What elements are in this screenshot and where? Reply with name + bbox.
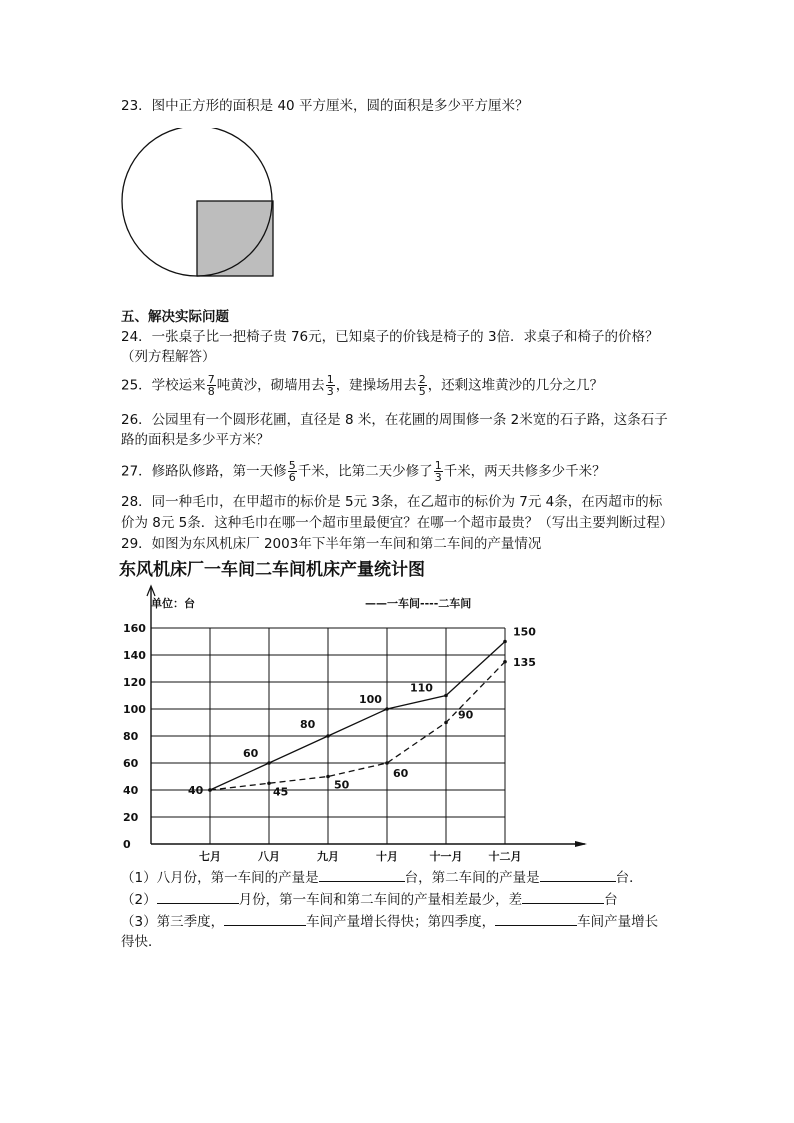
y-tick-label: 80 bbox=[123, 730, 139, 743]
y-tick-label: 60 bbox=[123, 757, 139, 770]
data-label: 150 bbox=[513, 625, 536, 639]
q29-sub3-text-c: 车间产量增长 bbox=[577, 914, 659, 930]
x-tick-label: 七月 bbox=[199, 850, 221, 863]
y-tick-label: 100 bbox=[123, 703, 146, 716]
question-24-line1: 24．一张桌子比一把椅子贵 76元，已知桌子的价钱是椅子的 3倍．求桌子和椅子的价格？ bbox=[121, 329, 659, 345]
data-label: 60 bbox=[243, 747, 259, 760]
question-24-line2: （列方程解答） bbox=[121, 349, 216, 365]
x-tick-label: 九月 bbox=[317, 850, 339, 863]
answer-blank-5[interactable] bbox=[224, 911, 306, 926]
q29-sub3 bbox=[121, 911, 658, 932]
data-point bbox=[326, 734, 330, 738]
data-point bbox=[267, 761, 271, 765]
answer-blank-6[interactable] bbox=[495, 911, 577, 926]
y-tick-label: 140 bbox=[123, 649, 146, 662]
question-28-line2: 价为 8元 5条．这种毛巾在哪一个超市里最便宜？在哪一个超市最贵？（写出主要判断过程） bbox=[121, 515, 674, 531]
chart-unit-label: 单位：台 bbox=[151, 597, 195, 610]
data-point bbox=[385, 761, 389, 765]
fraction-1-3-b: $\frac{1}{3}$ bbox=[434, 459, 442, 484]
y-tick-label: 40 bbox=[123, 784, 139, 797]
production-line-chart bbox=[115, 555, 615, 865]
q25-text-3: ，建操场用去 bbox=[335, 377, 417, 394]
data-label: 90 bbox=[458, 708, 474, 722]
data-label: 40 bbox=[188, 784, 204, 797]
data-label: 45 bbox=[273, 785, 289, 799]
q27-text-1: 27．修路队修路，第一天修 bbox=[121, 463, 287, 480]
q29-sub2-text-a: （2） bbox=[121, 892, 157, 908]
q29-sub1 bbox=[121, 867, 643, 888]
chart-title: 东风机床厂一车间二车间机床产量统计图 bbox=[119, 560, 425, 580]
fraction-5-6: $\frac{5}{6}$ bbox=[288, 459, 296, 484]
question-26-line1: 26．公园里有一个圆形花圃，直径是 8 米，在花圃的周围修一条 2米宽的石子路，这条石子 bbox=[121, 412, 668, 428]
x-tick-label: 十二月 bbox=[488, 850, 522, 863]
data-point bbox=[503, 640, 507, 644]
q25-text-2: 吨黄沙，砌墙用去 bbox=[216, 377, 325, 394]
data-point bbox=[267, 781, 271, 785]
fraction-1-3: $\frac{1}{3}$ bbox=[326, 373, 334, 398]
q29-sub3-text-b: 车间产量增长得快；第四季度， bbox=[306, 914, 496, 930]
data-point bbox=[326, 775, 330, 779]
data-label: 135 bbox=[513, 655, 536, 669]
answer-blank-4[interactable] bbox=[522, 889, 604, 904]
q29-sub2-text-c: 台 bbox=[604, 892, 618, 908]
y-tick-label: 20 bbox=[123, 811, 139, 824]
question-25 bbox=[121, 374, 603, 397]
q29-sub3-cont: 得快． bbox=[121, 934, 162, 950]
answer-blank-1[interactable] bbox=[319, 867, 405, 882]
answer-blank-3[interactable] bbox=[157, 889, 239, 904]
chart-legend: ——一车间----二车间 bbox=[365, 597, 472, 610]
series-line-2 bbox=[210, 662, 505, 790]
circle-square-figure bbox=[120, 128, 280, 278]
data-label: 60 bbox=[393, 767, 409, 780]
data-point bbox=[208, 788, 212, 792]
data-label: 110 bbox=[410, 681, 433, 695]
x-axis-arrow bbox=[575, 841, 587, 847]
data-point bbox=[385, 707, 389, 711]
data-point bbox=[503, 660, 507, 664]
fraction-2-5: $\frac{2}{5}$ bbox=[418, 373, 426, 398]
q27-text-3: 千米，两天共修多少千米？ bbox=[443, 463, 606, 480]
data-label: 80 bbox=[300, 718, 316, 731]
chart-data-labels bbox=[188, 626, 536, 799]
fraction-7-8: $\frac{7}{8}$ bbox=[207, 373, 215, 398]
y-tick-label: 160 bbox=[123, 622, 146, 635]
data-point bbox=[444, 721, 448, 725]
question-27 bbox=[121, 460, 606, 483]
answer-blank-2[interactable] bbox=[540, 867, 616, 882]
q29-sub1-text-a: （1）八月份，第一车间的产量是 bbox=[121, 870, 319, 886]
question-23: 23．图中正方形的面积是 40 平方厘米，圆的面积是多少平方厘米？ bbox=[121, 98, 529, 114]
data-label: 100 bbox=[359, 693, 382, 706]
chart-ticks bbox=[123, 622, 522, 863]
q29-sub1-text-b: 台，第二车间的产量是 bbox=[404, 870, 540, 886]
q29-sub3-text-a: （3）第三季度， bbox=[121, 914, 225, 930]
q27-text-2: 千米，比第二天少修了 bbox=[297, 463, 433, 480]
q29-sub2 bbox=[121, 889, 618, 910]
question-29-intro: 29．如图为东风机床厂 2003年下半年第一车间和第二车间的产量情况 bbox=[121, 536, 542, 552]
q29-sub2-text-b: 月份，第一车间和第二车间的产量相差最少，差 bbox=[238, 892, 523, 908]
y-tick-label: 0 bbox=[123, 838, 131, 851]
section-title: 五、解决实际问题 bbox=[121, 309, 229, 325]
x-tick-label: 十一月 bbox=[429, 850, 463, 863]
q25-text-1: 25．学校运来 bbox=[121, 377, 206, 394]
question-26-line2: 路的面积是多少平方米？ bbox=[121, 432, 270, 448]
question-28-line1: 28．同一种毛巾，在甲超市的标价是 5元 3条，在乙超市的标价为 7元 4条，在丙超市的标 bbox=[121, 494, 663, 510]
data-point bbox=[444, 694, 448, 698]
x-tick-label: 八月 bbox=[258, 850, 280, 863]
y-tick-label: 120 bbox=[123, 676, 146, 689]
data-label: 50 bbox=[334, 778, 350, 792]
q29-sub1-text-c: 台． bbox=[615, 870, 643, 886]
x-tick-label: 十月 bbox=[376, 850, 398, 863]
q25-text-4: ，还剩这堆黄沙的几分之几？ bbox=[427, 377, 604, 394]
